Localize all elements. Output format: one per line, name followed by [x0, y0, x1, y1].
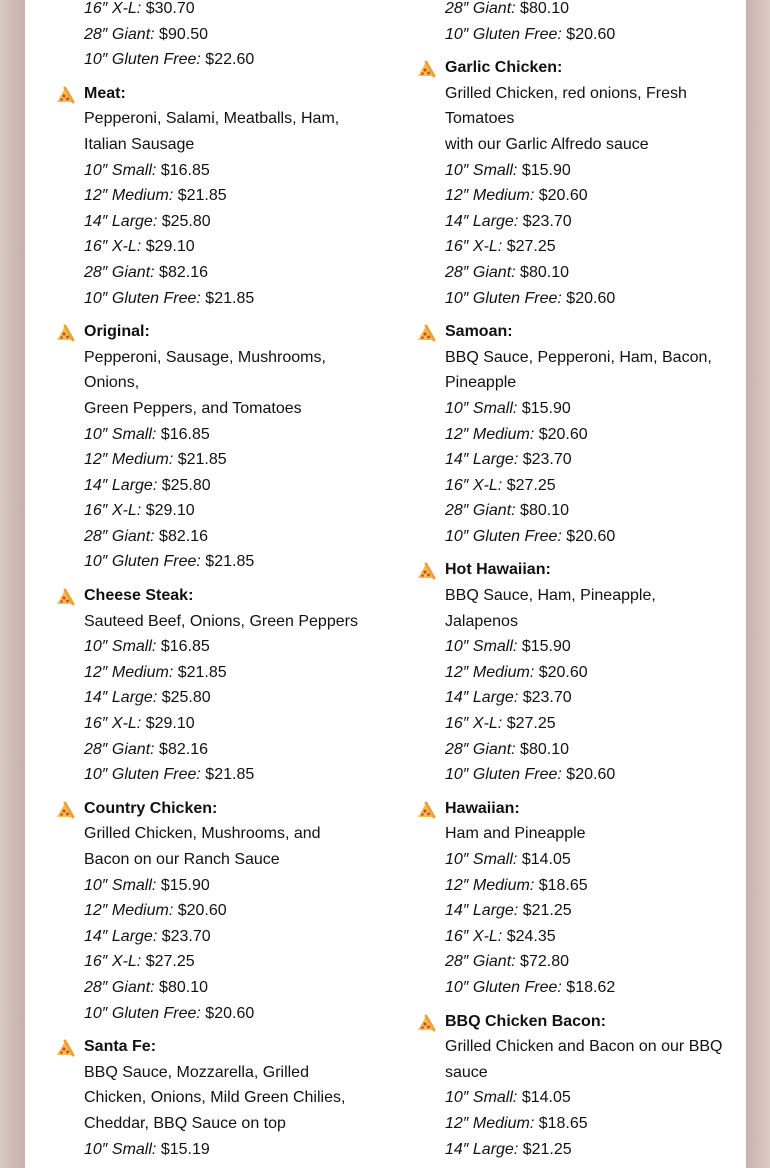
price-value: $15.90: [160, 876, 210, 894]
menu-item: [416, 319, 736, 549]
price-value: $30.70: [145, 0, 195, 17]
item-name: Hot Hawaiian:: [445, 561, 551, 579]
price-value: $80.10: [520, 740, 569, 758]
price-line: [445, 711, 736, 737]
size-label: 10″ Small:: [445, 1089, 518, 1107]
size-label: 28″ Giant:: [84, 740, 155, 758]
pizza-slice-icon: [416, 562, 436, 580]
pizza-slice-icon: [416, 324, 436, 342]
item-description: BBQ Sauce, Pepperoni, Ham, Bacon,: [445, 348, 712, 366]
price-value: $21.85: [205, 289, 255, 307]
size-label: 10″ Gluten Free:: [84, 51, 201, 69]
price-line: [445, 1085, 736, 1111]
item-name: Hawaiian:: [445, 799, 520, 817]
item-name: Garlic Chicken:: [445, 59, 563, 77]
price-value: $18.62: [566, 978, 616, 996]
price-value: $14.05: [521, 1089, 571, 1107]
price-line: [84, 234, 375, 260]
size-label: 28″ Giant:: [445, 953, 516, 971]
price-line: [84, 711, 375, 737]
size-label: 16″ X-L:: [445, 476, 503, 494]
size-label: 28″ Giant:: [84, 25, 155, 43]
price-value: $20.60: [566, 527, 616, 545]
price-value: $21.85: [177, 451, 227, 469]
price-value: $80.10: [520, 263, 569, 281]
item-description: Jalapenos: [445, 612, 518, 630]
price-line: [84, 924, 375, 950]
size-label: 14″ Large:: [445, 1140, 519, 1158]
item-description: Cheddar, BBQ Sauce on top: [84, 1114, 286, 1132]
price-line: [84, 949, 375, 975]
price-line: [84, 286, 375, 312]
price-value: $21.85: [177, 663, 227, 681]
size-label: 10″ Small:: [84, 161, 157, 179]
price-value: $21.25: [522, 1140, 572, 1158]
size-label: 16″ X-L:: [84, 502, 142, 520]
menu-item: [55, 81, 375, 311]
item-description: Green Peppers, and Tomatoes: [84, 399, 302, 417]
size-label: 14″ Large:: [84, 927, 158, 945]
item-description: Grilled Chicken, red onions, Fresh: [445, 84, 687, 102]
size-label: 16″ X-L:: [445, 715, 503, 733]
price-value: $72.80: [520, 953, 569, 971]
price-value: $29.10: [145, 715, 195, 733]
size-label: 16″ X-L:: [84, 953, 142, 971]
size-label: 28″ Giant:: [84, 263, 155, 281]
price-value: $20.60: [538, 425, 588, 443]
size-label: 10″ Gluten Free:: [445, 289, 562, 307]
size-label: 16″ X-L:: [445, 238, 503, 256]
size-label: 28″ Giant:: [445, 263, 516, 281]
price-value: $80.10: [159, 978, 208, 996]
price-line: [445, 737, 736, 763]
price-line: [84, 524, 375, 550]
item-name: Country Chicken:: [84, 799, 218, 817]
price-line: [445, 286, 736, 312]
price-line: [84, 737, 375, 763]
size-label: 14″ Large:: [445, 212, 519, 230]
price-value: $16.85: [160, 638, 210, 656]
price-value: $16.85: [160, 425, 210, 443]
price-line: [84, 473, 375, 499]
item-description: Italian Sausage: [84, 135, 195, 153]
price-line: [445, 898, 736, 924]
item-name: Meat:: [84, 84, 126, 102]
size-label: 10″ Small:: [84, 876, 157, 894]
price-value: $15.90: [521, 161, 571, 179]
size-label: 10″ Gluten Free:: [445, 527, 562, 545]
item-name: Samoan:: [445, 323, 513, 341]
price-value: $25.80: [161, 476, 211, 494]
menu-item: [416, 796, 736, 1001]
price-line: [55, 22, 375, 48]
price-line: [445, 660, 736, 686]
price-line: [445, 949, 736, 975]
size-label: 10″ Small:: [84, 638, 157, 656]
size-label: 28″ Giant:: [84, 527, 155, 545]
price-line: [84, 1137, 375, 1163]
price-line: [445, 685, 736, 711]
size-label: 16″ X-L:: [445, 927, 503, 945]
size-label: 10″ Gluten Free:: [445, 25, 562, 43]
price-line: [445, 209, 736, 235]
item-description: BBQ Sauce, Mozzarella, Grilled: [84, 1063, 309, 1081]
item-description: Tomatoes: [445, 110, 515, 128]
size-label: 12″ Medium:: [84, 187, 174, 205]
price-value: $21.25: [522, 902, 572, 920]
price-line: [445, 873, 736, 899]
size-label: 12″ Medium:: [84, 451, 174, 469]
pizza-slice-icon: [55, 801, 75, 819]
price-value: $27.25: [506, 476, 556, 494]
size-label: 16″ X-L:: [84, 238, 142, 256]
size-label: 10″ Gluten Free:: [445, 766, 562, 784]
item-description: Sauteed Beef, Onions, Green Peppers: [84, 612, 358, 630]
size-label: 10″ Gluten Free:: [445, 978, 562, 996]
item-description: Grilled Chicken, Mushrooms, and: [84, 825, 321, 843]
price-line: [84, 898, 375, 924]
size-label: 14″ Large:: [84, 212, 158, 230]
size-label: 10″ Small:: [445, 851, 518, 868]
price-line: [84, 447, 375, 473]
price-value: $18.65: [538, 876, 588, 894]
price-line: [84, 260, 375, 286]
price-line: [84, 685, 375, 711]
size-label: 14″ Large:: [84, 476, 158, 494]
price-line: [84, 498, 375, 524]
price-line: [55, 0, 375, 22]
size-label: 28″ Giant:: [445, 502, 516, 520]
price-line: [445, 1137, 736, 1163]
pizza-slice-icon: [55, 324, 75, 342]
size-label: 12″ Medium:: [445, 425, 535, 443]
item-description: Pineapple: [445, 374, 517, 392]
pizza-slice-icon: [55, 1039, 75, 1057]
size-label: 14″ Large:: [445, 902, 519, 920]
item-description: Grilled Chicken and Bacon on our BBQ: [445, 1038, 723, 1056]
size-label: 10″ Gluten Free:: [84, 289, 201, 307]
size-label: 16″ X-L:: [84, 715, 142, 733]
size-label: 14″ Large:: [445, 689, 519, 707]
price-line: [445, 924, 736, 950]
price-value: $20.60: [566, 25, 616, 43]
price-value: $27.25: [506, 715, 556, 733]
price-value: $20.60: [566, 289, 616, 307]
price-value: $27.25: [145, 953, 195, 971]
price-line: [445, 762, 736, 788]
item-description: Pepperoni, Sausage, Mushrooms,: [84, 348, 326, 366]
pizza-slice-icon: [55, 86, 75, 104]
menu-item: [55, 583, 375, 788]
price-line: [84, 634, 375, 660]
price-line: [445, 975, 736, 1001]
size-label: 10″ Gluten Free:: [84, 766, 201, 784]
pizza-slice-icon: [416, 1014, 436, 1032]
price-line: [84, 209, 375, 235]
price-line: [84, 158, 375, 184]
price-value: $23.70: [161, 927, 211, 945]
price-value: $23.70: [522, 451, 572, 469]
price-value: $20.60: [538, 187, 588, 205]
item-description: Bacon on our Ranch Sauce: [84, 851, 280, 868]
menu-column-right: [416, 0, 736, 1162]
item-name: BBQ Chicken Bacon:: [445, 1012, 606, 1030]
price-value: $80.10: [520, 0, 569, 17]
price-value: $22.60: [205, 51, 255, 69]
item-name: Original:: [84, 323, 150, 341]
price-value: $20.60: [205, 1004, 255, 1022]
item-description: BBQ Sauce, Ham, Pineapple,: [445, 587, 656, 605]
size-label: 16″ X-L:: [84, 0, 142, 17]
price-value: $90.50: [159, 25, 208, 43]
price-value: $21.85: [205, 766, 255, 784]
size-label: 28″ Giant:: [445, 0, 516, 17]
price-line: [416, 22, 736, 48]
price-value: $23.70: [522, 212, 572, 230]
price-value: $15.90: [521, 399, 571, 417]
price-line: [445, 524, 736, 550]
menu-item: [55, 1034, 375, 1162]
price-value: $15.90: [521, 638, 571, 656]
price-value: $29.10: [145, 502, 195, 520]
price-value: $20.60: [538, 663, 588, 681]
menu-item: [416, 557, 736, 787]
price-value: $20.60: [566, 766, 616, 784]
size-label: 12″ Medium:: [445, 663, 535, 681]
menu-item: [55, 796, 375, 1026]
size-label: 10″ Small:: [445, 638, 518, 656]
menu-item: [416, 1009, 736, 1163]
size-label: 10″ Gluten Free:: [84, 553, 201, 571]
price-line: [84, 762, 375, 788]
price-line: [445, 1111, 736, 1137]
price-value: $80.10: [520, 502, 569, 520]
price-value: $16.85: [160, 161, 210, 179]
item-description: Chicken, Onions, Mild Green Chilies,: [84, 1089, 346, 1107]
price-line: [445, 183, 736, 209]
menu-item: [55, 319, 375, 575]
price-line: [84, 422, 375, 448]
size-label: 12″ Medium:: [84, 902, 174, 920]
item-description: Ham and Pineapple: [445, 825, 586, 843]
price-line: [445, 473, 736, 499]
price-value: $15.19: [160, 1140, 210, 1158]
size-label: 14″ Large:: [445, 451, 519, 469]
price-line: [416, 0, 736, 22]
size-label: 12″ Medium:: [445, 187, 535, 205]
size-label: 14″ Large:: [84, 689, 158, 707]
price-value: $25.80: [161, 212, 211, 230]
price-value: $24.35: [506, 927, 556, 945]
price-value: $23.70: [522, 689, 572, 707]
price-value: $29.10: [145, 238, 195, 256]
size-label: 12″ Medium:: [445, 876, 535, 894]
price-line: [84, 183, 375, 209]
price-line: [445, 234, 736, 260]
size-label: 10″ Small:: [84, 1140, 157, 1158]
price-value: $21.85: [205, 553, 255, 571]
item-description: Onions,: [84, 374, 140, 392]
price-line: [445, 847, 736, 873]
price-value: $82.16: [159, 740, 208, 758]
price-line: [445, 396, 736, 422]
size-label: 10″ Gluten Free:: [84, 1004, 201, 1022]
price-line: [445, 158, 736, 184]
price-line: [445, 422, 736, 448]
price-line: [55, 47, 375, 73]
size-label: 28″ Giant:: [84, 978, 155, 996]
item-name: Cheese Steak:: [84, 587, 194, 605]
menu-column-left: [55, 0, 375, 1162]
item-name: Santa Fe:: [84, 1038, 157, 1056]
price-line: [445, 634, 736, 660]
item-description: sauce: [445, 1063, 488, 1081]
price-value: $21.85: [177, 187, 227, 205]
menu-item: [416, 55, 736, 311]
price-value: $25.80: [161, 689, 211, 707]
size-label: 28″ Giant:: [445, 740, 516, 758]
pizza-slice-icon: [416, 60, 436, 78]
pizza-slice-icon: [416, 801, 436, 819]
size-label: 12″ Medium:: [84, 663, 174, 681]
item-description: with our Garlic Alfredo sauce: [445, 135, 649, 153]
size-label: 10″ Small:: [84, 425, 157, 443]
item-description: Pepperoni, Salami, Meatballs, Ham,: [84, 110, 340, 128]
price-line: [445, 260, 736, 286]
price-value: $20.60: [177, 902, 227, 920]
price-line: [445, 498, 736, 524]
price-value: $14.05: [521, 851, 571, 868]
size-label: 10″ Small:: [445, 161, 518, 179]
size-label: 12″ Medium:: [445, 1114, 535, 1132]
price-line: [84, 873, 375, 899]
price-value: $27.25: [506, 238, 556, 256]
price-value: $82.16: [159, 263, 208, 281]
price-line: [84, 660, 375, 686]
price-line: [84, 549, 375, 575]
price-line: [84, 975, 375, 1001]
price-line: [84, 1001, 375, 1027]
pizza-slice-icon: [55, 588, 75, 606]
price-value: $82.16: [159, 527, 208, 545]
price-line: [445, 447, 736, 473]
size-label: 10″ Small:: [445, 399, 518, 417]
price-value: $18.65: [538, 1114, 588, 1132]
